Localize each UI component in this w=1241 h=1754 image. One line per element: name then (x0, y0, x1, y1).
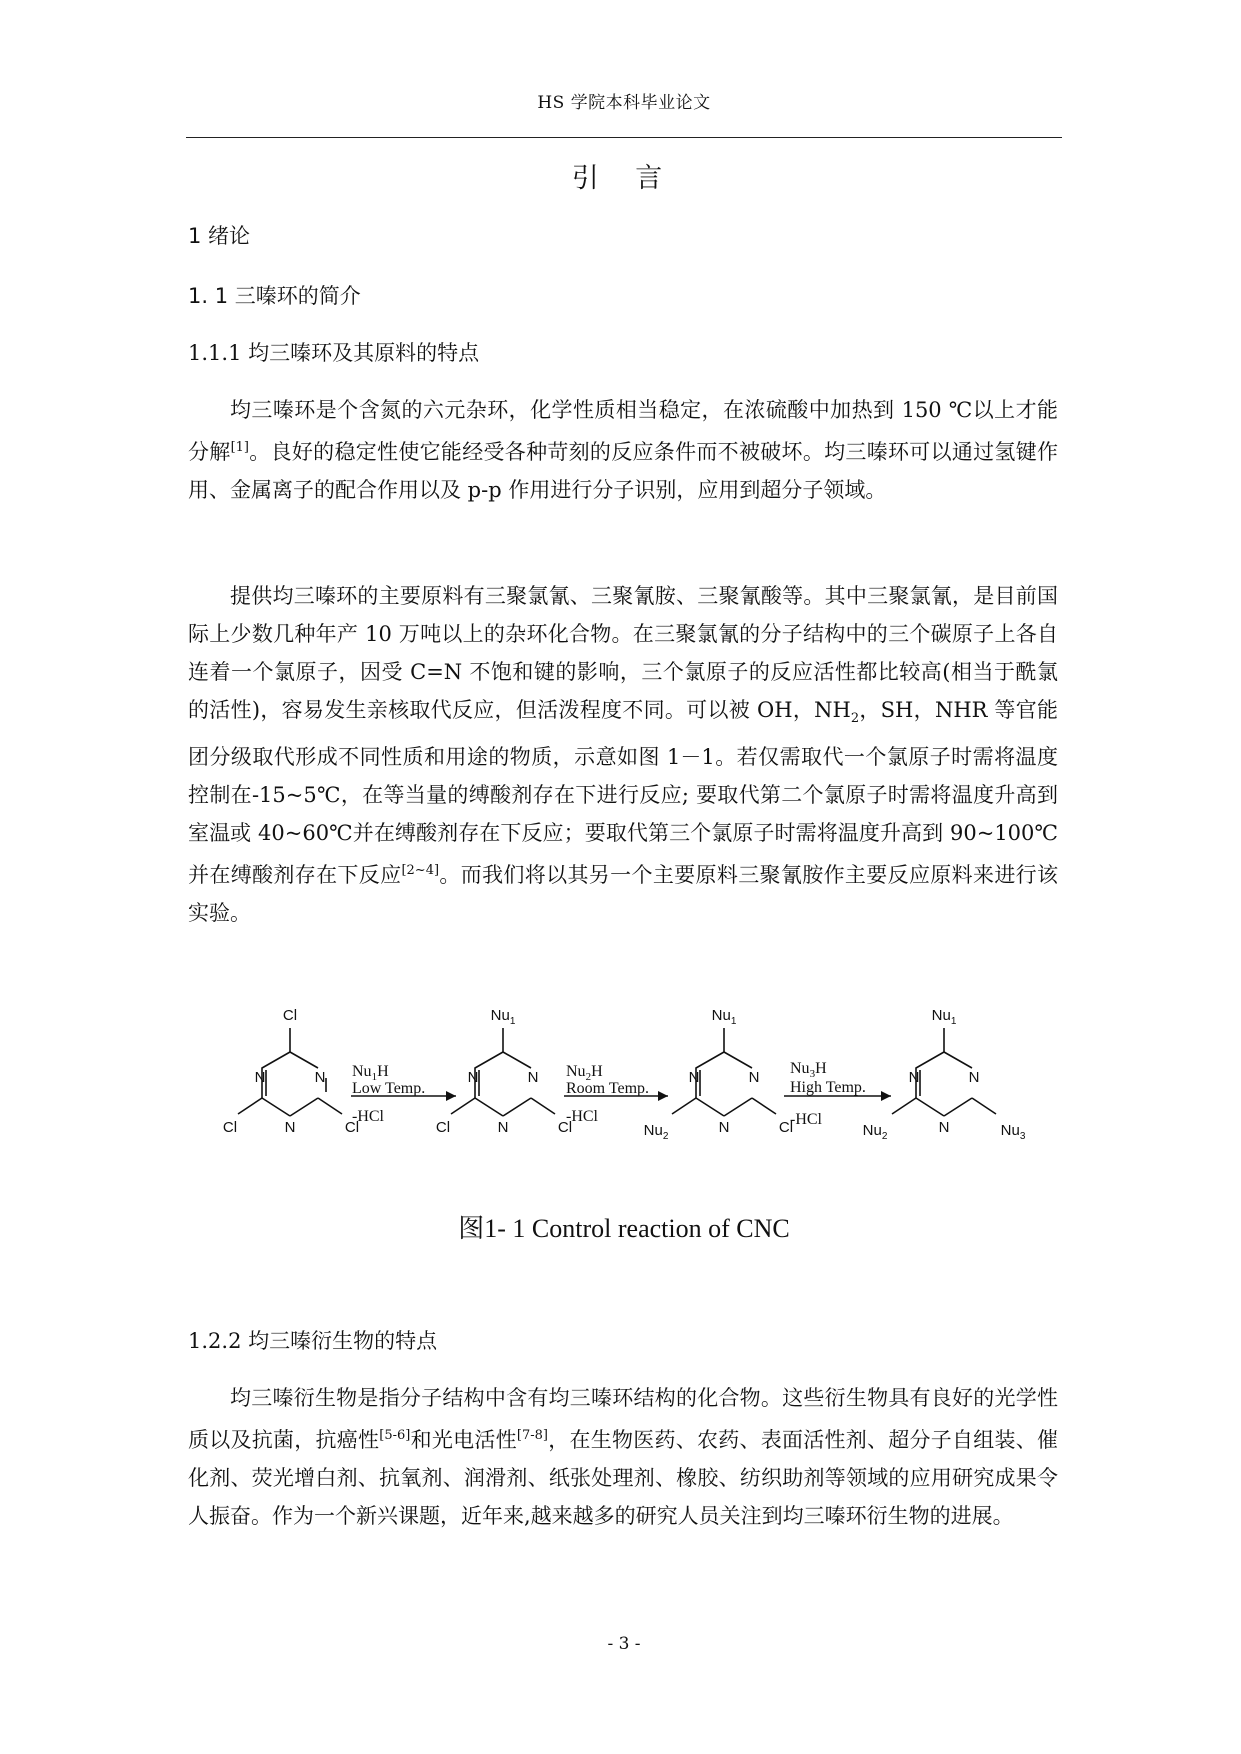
atom-label: N (748, 1069, 760, 1086)
section-heading-1: 1 绪论 (188, 224, 251, 248)
nu1-label: $Nu_1$ (711, 1007, 737, 1027)
paragraph-1: 均三嗪环是个含氮的六元杂环，化学性质相当稳定，在浓硫酸中加热到 150 ℃以上才能分解[1]。良好的稳定性使它能经受各种苛刻的反应条件而不被破坏。均三嗪环可以通过氢键作用、金属离子的配合作用以及 p-p 作用进行分子识别，应用到超分子领域。 (188, 398, 1059, 502)
atom-label: N (497, 1119, 509, 1136)
step3-byproduct: -HCl (790, 1111, 822, 1128)
citation: [7-8] (516, 1428, 548, 1443)
atom-label: N (938, 1119, 950, 1136)
section-heading-1-1: 1. 1 三嗪环的简介 (188, 284, 361, 308)
atom-label: Cl (344, 1119, 360, 1136)
citation: [5-6] (379, 1428, 411, 1443)
step2-condition: Room Temp. (566, 1080, 650, 1097)
atom-label: N (467, 1069, 479, 1086)
atom-label: N (527, 1069, 539, 1086)
step2-reagent: $Nu_2H$ (566, 1063, 603, 1083)
atom-label: N (254, 1069, 266, 1086)
step1-condition: Low Temp. (352, 1080, 426, 1097)
atom-label: N (718, 1119, 730, 1136)
atom-label: N (908, 1069, 920, 1086)
step1-byproduct: -HCl (352, 1108, 384, 1125)
section-heading-1-2-2: 1.2.2 均三嗪衍生物的特点 (188, 1329, 438, 1353)
atom-label: N (968, 1069, 980, 1086)
atom-label: N (314, 1069, 326, 1086)
nu1-label: $Nu_1$ (931, 1007, 957, 1027)
atom-label: Cl (435, 1119, 451, 1136)
nu2-label: $Nu_2$ (643, 1122, 669, 1142)
citation: [2~4] (401, 863, 440, 879)
step3-condition: High Temp. (790, 1079, 866, 1096)
nu1-label: $Nu_1$ (490, 1007, 516, 1027)
atom-label: Cl (222, 1119, 238, 1136)
step1-reagent: $Nu_1H$ (352, 1063, 389, 1083)
running-header: HS 学院本科毕业论文 (537, 93, 711, 113)
step3-reagent: $Nu_3H$ (790, 1060, 827, 1080)
atom-label: N (688, 1069, 700, 1086)
nu2-label: $Nu_2$ (862, 1122, 888, 1142)
section-heading-1-1-1: 1.1.1 均三嗪环及其原料的特点 (188, 341, 480, 365)
chapter-title: 引 言 (571, 163, 677, 194)
reaction-scheme (186, 1000, 1062, 1200)
header-rule (186, 137, 1062, 138)
paragraph-2: 提供均三嗪环的主要原料有三聚氯氰、三聚氰胺、三聚氰酸等。其中三聚氯氰，是目前国际上少数几种年产 10 万吨以上的杂环化合物。在三聚氯氰的分子结构中的三个碳原子上各自连着一个氯原子，因受 C=N 不饱和键的影响，三个氯原子的反应活性都比较高(相当于酰氯的活性)，容易发生亲核取代反应，但活泼程度不同。可以被 OH，$NH_2$，SH，NHR 等官能团分级取代形成不同性质和用途的物质，示意如图 1－1。若仅需取代一个氯原子时需将温度控制在-15~5℃，在等当量的缚酸剂存在下进行反应; 要取代第二个氯原子时需将温度升高到室温或 40~60℃并在缚酸剂存在下反应；要取代第三个氯原子时需将温度升高到 90~100℃并在缚酸剂存在下反应[2~4]。而我们将以其另一个主要原料三聚氰胺作主要反应原料来进行该实验。 (188, 584, 1059, 926)
atom-label: Cl (557, 1119, 573, 1136)
nu3-label: $Nu_3$ (1000, 1122, 1026, 1142)
figure-caption: 图1- 1 Control reaction of CNC (458, 1214, 790, 1243)
atom-label: N (284, 1119, 296, 1136)
atom-label: Cl (282, 1007, 298, 1024)
step2-byproduct: -HCl (566, 1108, 598, 1125)
atom-label: Cl (778, 1119, 794, 1136)
citation: [1] (230, 440, 250, 455)
page-number: - 3 - (607, 1634, 641, 1654)
paragraph-3: 均三嗪衍生物是指分子结构中含有均三嗪环结构的化合物。这些衍生物具有良好的光学性质以及抗菌，抗癌性[5-6]和光电活性[7-8]，在生物医药、农药、表面活性剂、超分子自组装、催化剂、荧光增白剂、抗氧剂、润滑剂、纸张处理剂、橡胶、纺织助剂等领域的应用研究成果令人振奋。作为一个新兴课题，近年来,越来越多的研究人员关注到均三嗪环衍生物的进展。 (188, 1386, 1059, 1528)
